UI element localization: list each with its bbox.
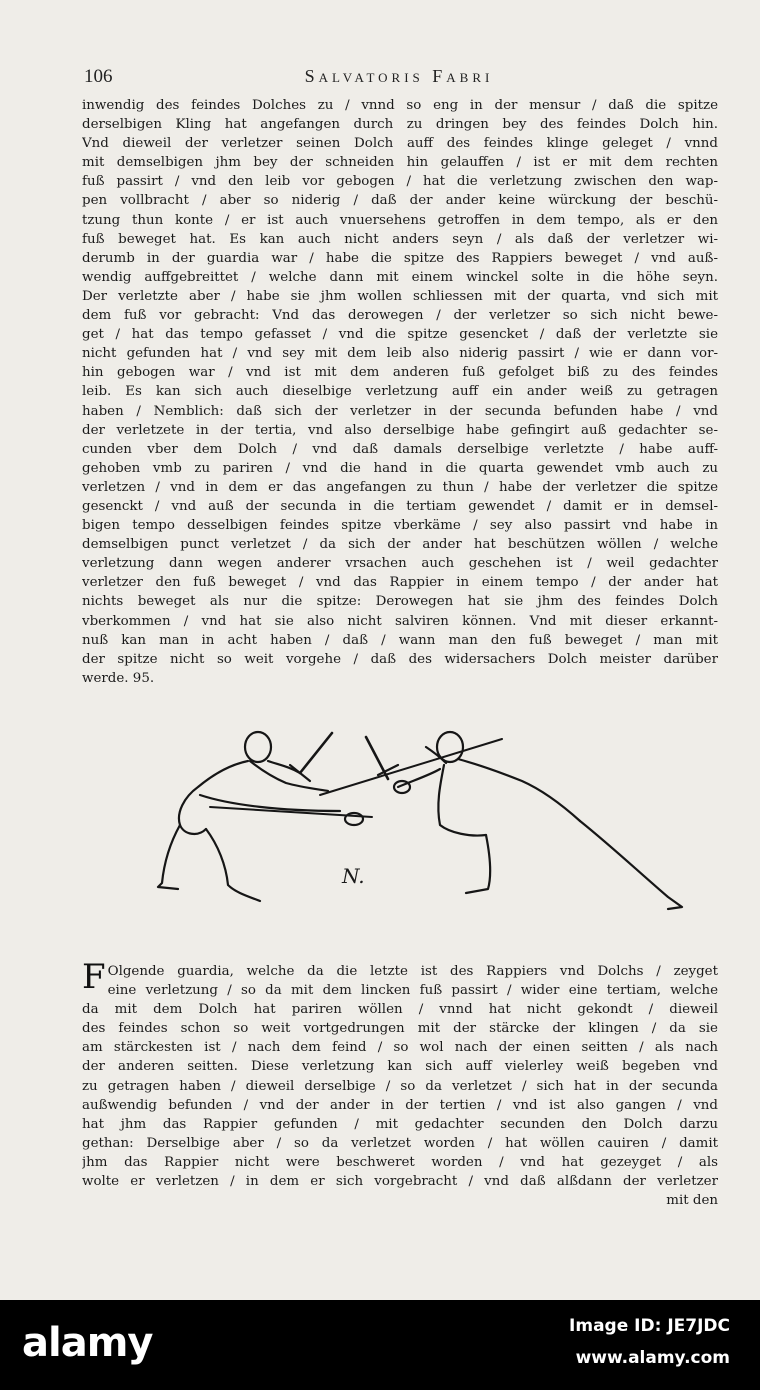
footer-url: www.alamy.com [575,1348,730,1368]
page-header [84,66,714,90]
text-line: fuß passirt / vnd den leib vor gebogen / hat die verletzung zwischen den wap- [82,174,718,190]
text-line: hin gebogen war / vnd ist mit dem anderen fuß gefolget biß zu des feindes [82,365,718,381]
text-line: get / hat das tempo gefasset / vnd die spitze gesencket / daß der verletzte sie [82,327,718,343]
text-line: demselbigen punct verletzet / da sich der ander hat beschützen wöllen / welche [82,537,718,553]
text-line: inwendig des feindes Dolches zu / vnnd so eng in der mensur / daß die spitze [82,98,718,113]
text-line: zu getragen haben / dieweil derselbige / so da verletzet / sich hat in der secunda [82,1078,718,1094]
passage-upper [82,96,718,688]
text-line: gehoben vmb zu pariren / vnd die hand in die quarta gewendet vmb auch zu [82,460,718,476]
text-line: verletzer den fuß beweget / vnd das Rappier in einem tempo / der ander hat [82,575,718,591]
text-line: eine verletzung / so da mit dem lincken fuß passirt / wider eine tertiam, welche [107,983,718,999]
text-line: derumb in der guardia war / habe die spitze des Rappiers beweget / vnd auß- [82,250,718,266]
text-line: der spitze nicht so weit vorgehe / daß des widersachers Dolch meister darüber [82,651,718,667]
text-line: tzung thun konte / er ist auch vnuersehens getroffen in dem tempo, als er den [82,212,718,228]
alamy-logo: alamy [22,1320,153,1366]
text-line: Der verletzte aber / habe sie jhm wollen schliessen mit der quarta, vnd sich mit [82,288,718,304]
watermark-footer [0,1300,760,1390]
drop-cap: F [82,957,106,997]
text-line: wendig auffgebreittet / welche dann mit einem winckel solte in die höhe seyn. [82,269,718,285]
text-line: Vnd dieweil der verletzer seinen Dolch auff des feindes klinge geleget / vnnd [82,136,718,152]
fencing-woodcut-figure [140,725,700,915]
left-dagger [300,733,332,773]
left-fencer-arm-dagger [268,761,300,773]
rapier-hilt [345,813,363,825]
text-line: derselbigen Kling hat angefangen durch zu dringen bey des feindes Dolch hin. [82,117,718,133]
right-fencer-leg-back [580,821,682,909]
text-line: Olgende guardia, welche da die letzte ist des Rappiers vnd Dolchs / zeyget [107,964,718,979]
left-fencer-leg-back [158,825,180,889]
text-line: nichts beweget als nur die spitze: Derowegen hat sie jhm des feindes Dolch [82,594,718,610]
plate-mark: N. [342,864,365,888]
text-line: nuß kan man in acht haben / daß / wann man den fuß beweget / man mit [82,632,718,648]
text-line: da mit dem Dolch hat pariren wöllen / vnnd hat nicht gekondt / dieweil [82,1002,718,1018]
left-fencer-torso [179,761,248,834]
left-fencer-head [245,732,271,762]
text-line: außwendig befunden / vnd der ander in der tertien / vnd ist also gangen / vnd [82,1097,718,1113]
text-line: der anderen seitten. Diese verletzung kan sich auff vielerley weiß begeben vnd [82,1059,718,1075]
left-fencer-back [250,761,328,791]
text-line: verletzung dann wegen anderer vrsachen auch geschehen ist / weil gedachter [82,556,718,572]
text-line: fuß beweget hat. Es kan auch nicht anders seyn / als daß der verletzer wi- [82,231,718,247]
text-line: werde. 95. [82,670,155,686]
text-line: gesenckt / vnd auß der secunda in die tertiam gewendet / damit er in demsel- [82,498,718,514]
image-id: Image ID: JE7JDC [569,1316,730,1336]
catchword: mit den [666,1193,718,1209]
text-line: pen vollbracht / aber so niderig / daß der ander keine würckung der beschü- [82,193,718,209]
text-line: nicht gefunden hat / vnd sey mit dem leib also niderig passirt / wie er dann vor- [82,346,718,362]
page-number: 106 [84,66,113,87]
text-line: vberkommen / vnd hat sie also nicht salviren können. Vnd mit dieser erkannt- [82,613,718,629]
text-line: dem fuß vor gebracht: Vnd das derowegen / der verletzer so sich nicht bewe- [82,308,718,324]
text-line: der verletzete in der tertia, vnd also derselbige habe gefingirt auß gedachter se- [82,422,718,438]
left-fencer-leg-front [206,829,260,901]
passage-lower [82,957,718,1210]
left-dagger-guard [290,765,310,781]
right-fencer-back [438,765,486,836]
text-line: leib. Es kan sich auch dieselbige verletzung auff ein ander weiß zu getragen [82,384,718,400]
text-line: gethan: Derselbige aber / so da verletzet worden / hat wöllen cauiren / damit [82,1135,718,1151]
text-line: haben / Nemblich: daß sich der verletzer in der secunda befunden habe / vnd [82,403,718,419]
text-line: wolte er verletzen / in dem er sich vorgebracht / vnd daß alßdann der verletzer [82,1174,718,1190]
text-line: verletzen / vnd in dem er das angefangen zu thun / habe der verletzer die spitze [82,479,718,495]
text-line: des feindes schon so weit vortgedrungen mit der stärcke der klingen / da sie [82,1021,718,1037]
text-line: bigen tempo desselbigen feindes spitze vberkäme / sey also passirt vnd habe in [82,518,718,534]
text-line: cunden vber dem Dolch / vnd daß damals derselbige verletzte / habe auff- [82,441,718,457]
running-head: Salvatoris Fabri [304,66,494,86]
right-fencer-leg-front [466,835,490,893]
text-line: am stärckesten ist / nach dem feind / so wol nach der einen seitten / als nach [82,1040,718,1056]
text-line: hat jhm das Rappier gefunden / mit gedachter secunden den Dolch darzu [82,1116,718,1132]
right-fencer-arm-rapier [398,769,440,787]
right-fencer-torso [458,759,580,821]
rapier-hilt-2 [394,781,410,793]
text-line: mit demselbigen jhm bey der schneiden hin gelauffen / ist er mit dem rechten [82,155,718,171]
text-line: jhm das Rappier nicht were beschweret worden / vnd hat gezeyget / als [82,1154,718,1170]
fencing-illustration [140,725,700,915]
